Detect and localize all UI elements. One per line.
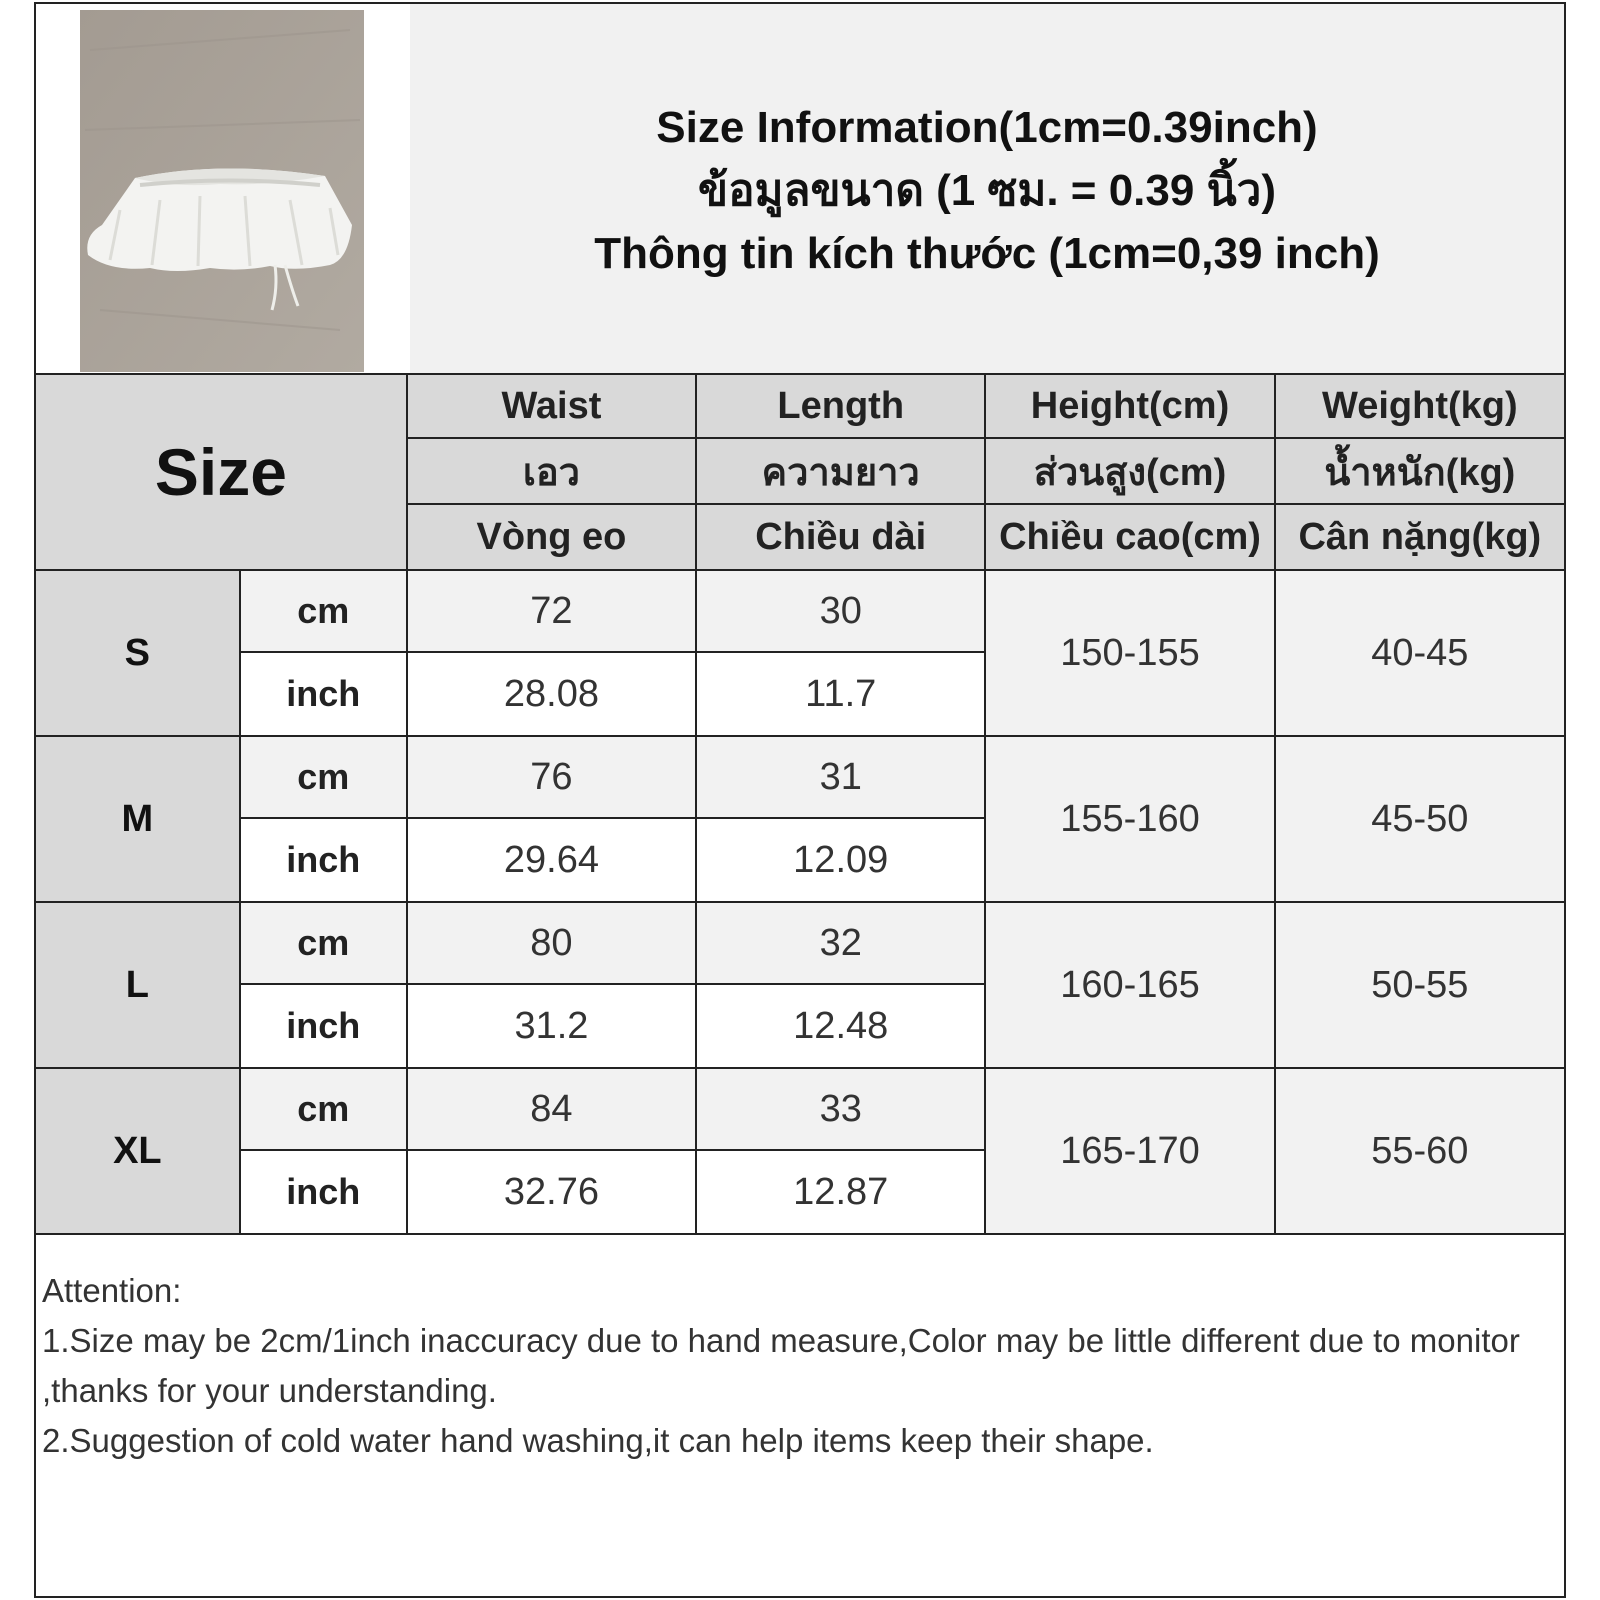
- attention-notes: [42, 1266, 1554, 1466]
- size-label-l: L: [36, 902, 240, 1068]
- attention-note-1: 1.Size may be 2cm/1inch inaccuracy due to hand measure,Color may be little different due to monitor ,thanks for your understanding.: [42, 1322, 1520, 1409]
- weight-range-xl: 55-60: [1275, 1068, 1564, 1234]
- length-cm-xl: 33: [696, 1068, 985, 1150]
- header-row-english: [36, 374, 1564, 438]
- waist-cm-l: 80: [407, 902, 696, 984]
- weight-range-m: 45-50: [1275, 736, 1564, 902]
- size-information-title: [410, 96, 1564, 285]
- col-header-waist-en: Waist: [407, 374, 696, 438]
- unit-inch: inch: [240, 818, 407, 902]
- table-row: [36, 1068, 1564, 1150]
- col-header-weight-th: น้ำหนัก(kg): [1275, 438, 1564, 504]
- attention-heading: Attention:: [42, 1272, 182, 1309]
- length-inch-xl: 12.87: [696, 1150, 985, 1234]
- height-range-s: 150-155: [985, 570, 1274, 736]
- height-range-m: 155-160: [985, 736, 1274, 902]
- col-header-height-vi: Chiều cao(cm): [985, 504, 1274, 570]
- unit-cm: cm: [240, 1068, 407, 1150]
- product-photo: [80, 10, 364, 372]
- waist-cm-s: 72: [407, 570, 696, 652]
- waist-inch-xl: 32.76: [407, 1150, 696, 1234]
- unit-inch: inch: [240, 652, 407, 736]
- weight-range-l: 50-55: [1275, 902, 1564, 1068]
- table-row: [36, 902, 1564, 984]
- title-line-thai: ข้อมูลขนาด (1 ซม. = 0.39 นิ้ว): [697, 166, 1276, 215]
- length-inch-m: 12.09: [696, 818, 985, 902]
- col-header-length-th: ความยาว: [696, 438, 985, 504]
- product-photo-cell: [36, 4, 412, 373]
- col-header-height-en: Height(cm): [985, 374, 1274, 438]
- length-inch-s: 11.7: [696, 652, 985, 736]
- col-header-weight-en: Weight(kg): [1275, 374, 1564, 438]
- table-row: [36, 736, 1564, 818]
- title-cell: [410, 4, 1564, 373]
- title-line-english: Size Information(1cm=0.39inch): [656, 103, 1318, 152]
- col-header-length-en: Length: [696, 374, 985, 438]
- attention-note-2: 2.Suggestion of cold water hand washing,it can help items keep their shape.: [42, 1422, 1154, 1459]
- col-header-height-th: ส่วนสูง(cm): [985, 438, 1274, 504]
- col-header-weight-vi: Cân nặng(kg): [1275, 504, 1564, 570]
- size-chart-sheet: [34, 2, 1566, 1598]
- col-header-length-vi: Chiều dài: [696, 504, 985, 570]
- col-header-waist-vi: Vòng eo: [407, 504, 696, 570]
- height-range-l: 160-165: [985, 902, 1274, 1068]
- waist-inch-s: 28.08: [407, 652, 696, 736]
- unit-inch: inch: [240, 984, 407, 1068]
- length-inch-l: 12.48: [696, 984, 985, 1068]
- unit-cm: cm: [240, 736, 407, 818]
- table-row: [36, 570, 1564, 652]
- length-cm-m: 31: [696, 736, 985, 818]
- size-label-s: S: [36, 570, 240, 736]
- size-label-xl: XL: [36, 1068, 240, 1234]
- white-ruffle-skirt-image: [80, 10, 364, 372]
- waist-inch-m: 29.64: [407, 818, 696, 902]
- unit-cm: cm: [240, 902, 407, 984]
- waist-cm-xl: 84: [407, 1068, 696, 1150]
- waist-inch-l: 31.2: [407, 984, 696, 1068]
- length-cm-l: 32: [696, 902, 985, 984]
- title-line-vietnamese: Thông tin kích thước (1cm=0,39 inch): [594, 229, 1380, 278]
- size-column-header: Size: [36, 374, 407, 570]
- weight-range-s: 40-45: [1275, 570, 1564, 736]
- size-table: [36, 373, 1564, 1235]
- length-cm-s: 30: [696, 570, 985, 652]
- col-header-waist-th: เอว: [407, 438, 696, 504]
- waist-cm-m: 76: [407, 736, 696, 818]
- unit-inch: inch: [240, 1150, 407, 1234]
- size-label-m: M: [36, 736, 240, 902]
- unit-cm: cm: [240, 570, 407, 652]
- height-range-xl: 165-170: [985, 1068, 1274, 1234]
